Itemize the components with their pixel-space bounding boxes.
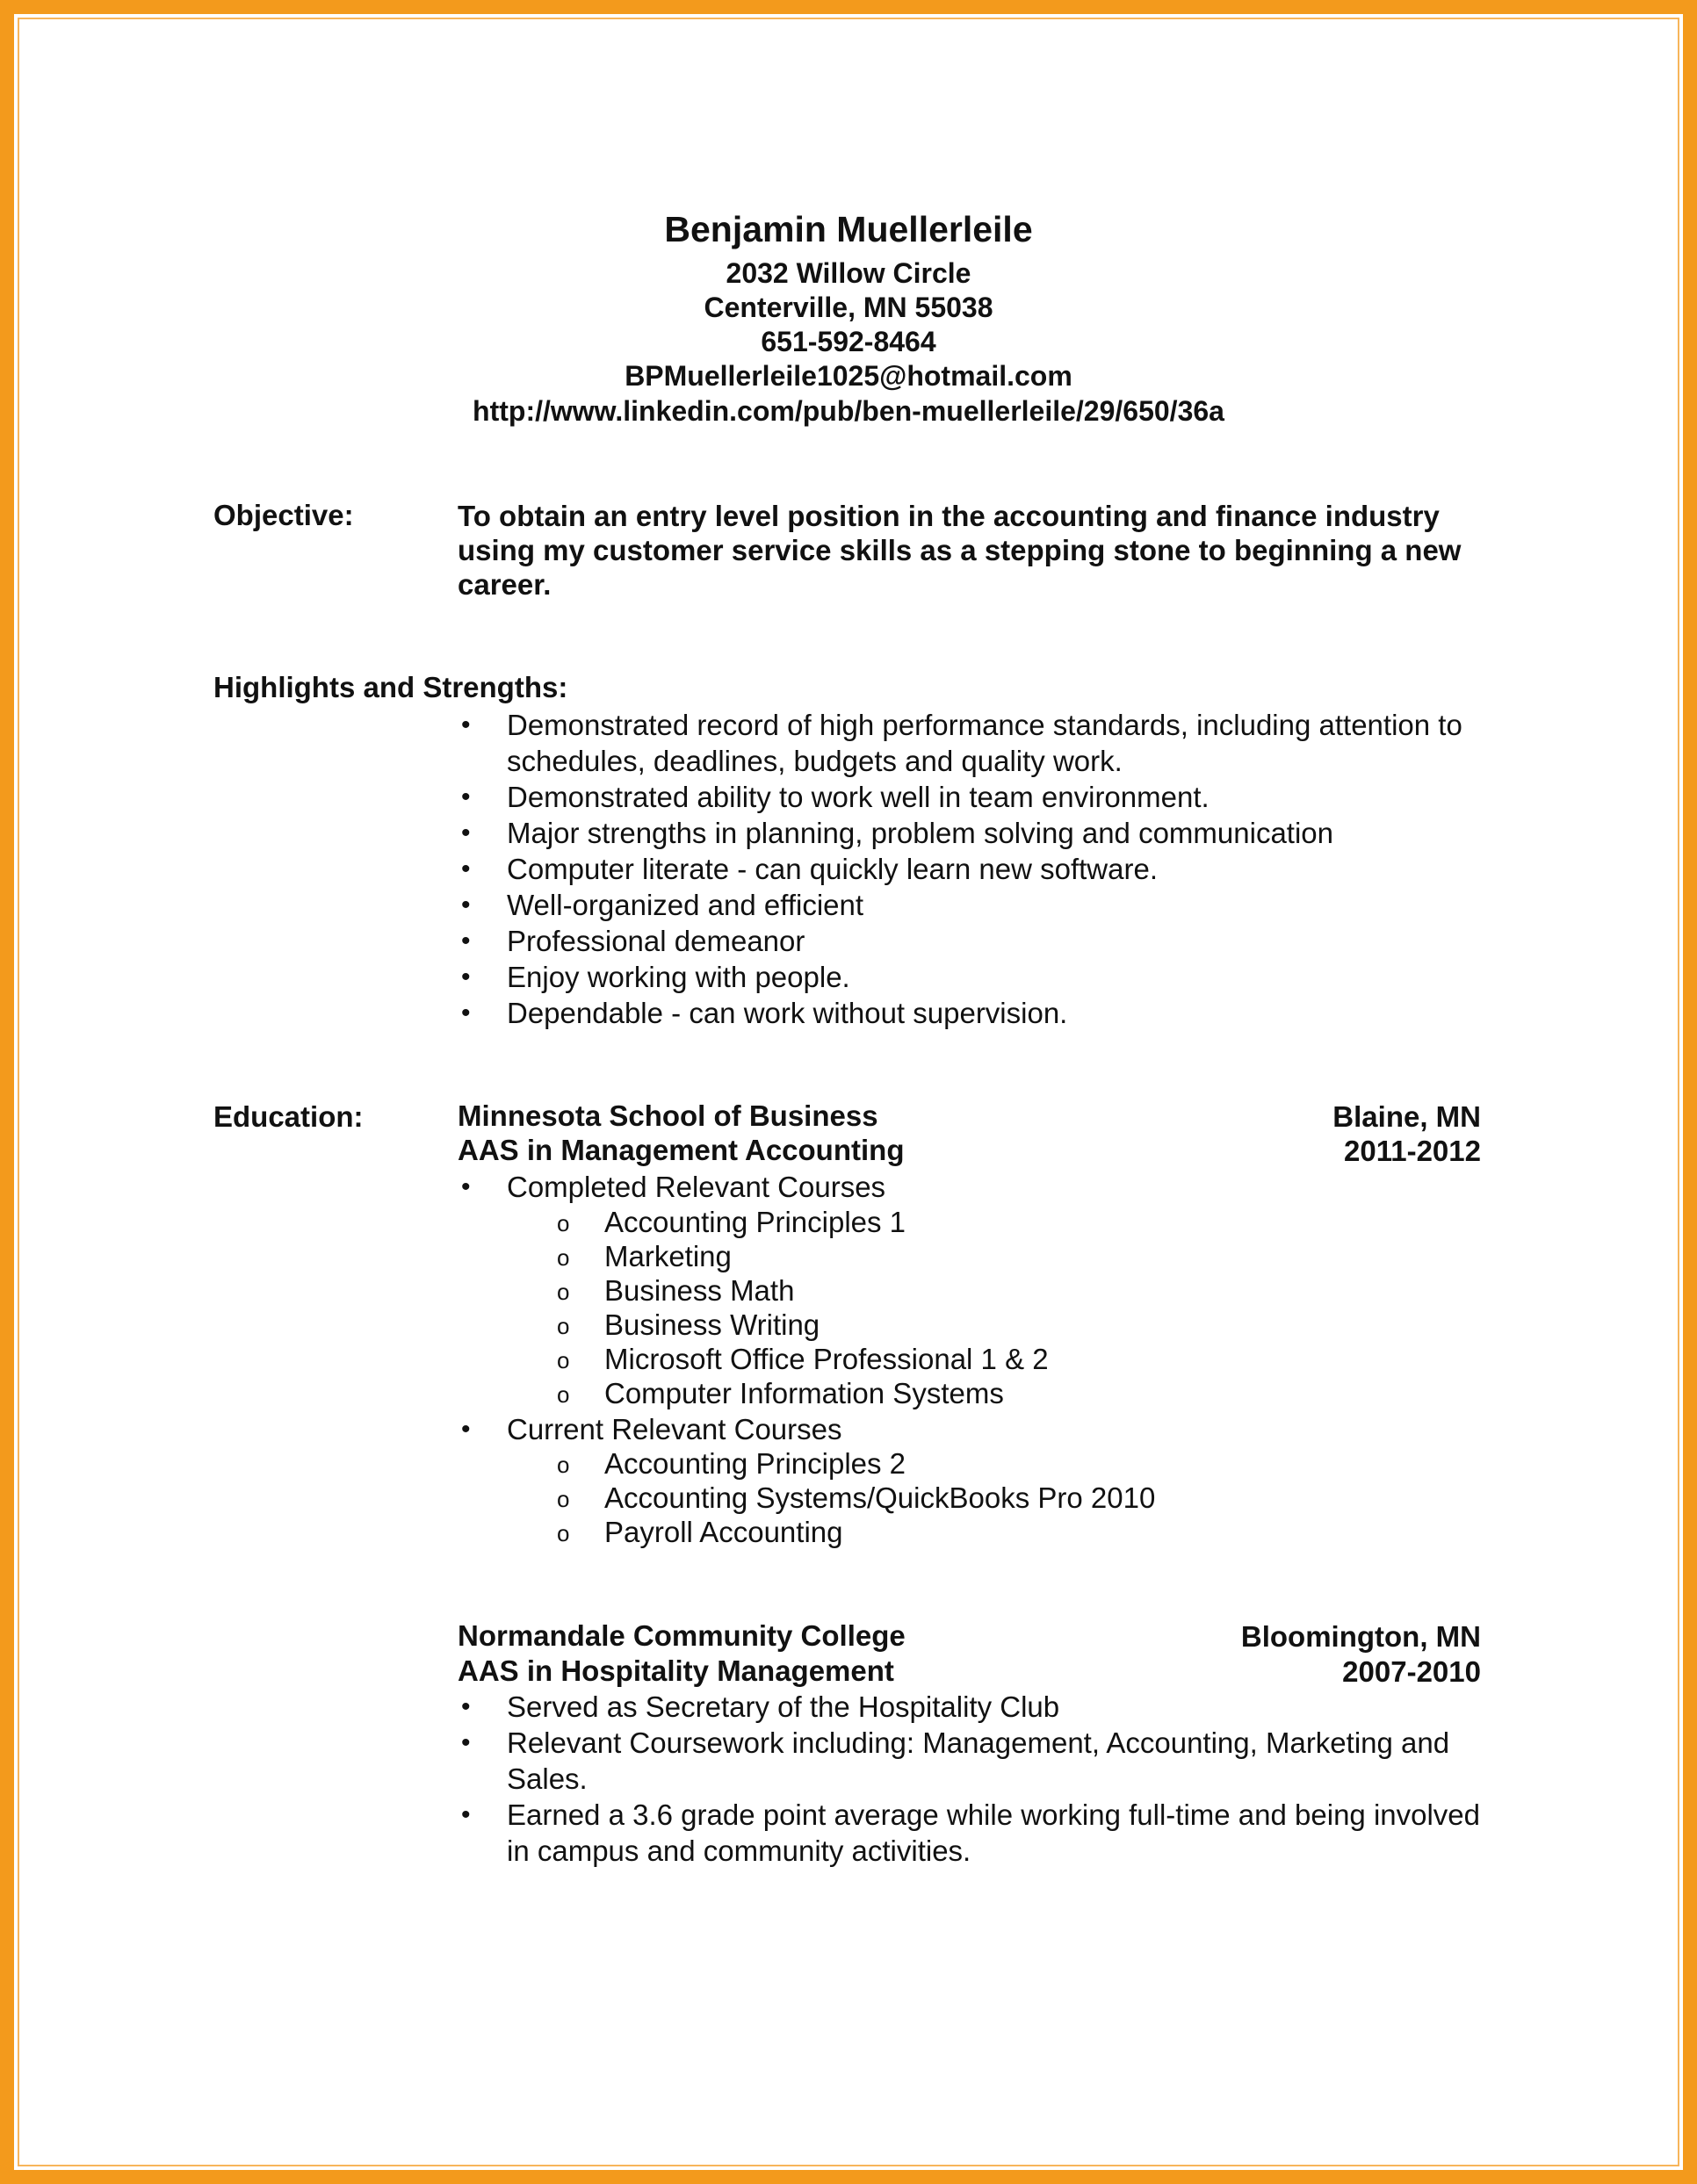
highlights-label: Highlights and Strengths: [213,671,568,703]
school-location: Bloomington, MN [1240,1620,1481,1653]
degree-title: AAS in Hospitality Management [458,1654,894,1687]
list-item: • Demonstrated ability to work well in team environment. [507,779,1491,815]
current-courses-list [604,1446,1155,1549]
degree-years: 2007-2010 [1342,1655,1481,1688]
list-item: o Computer Information Systems [604,1376,1049,1410]
candidate-name: Benjamin Muellerleile [664,209,1033,249]
phone-number: 651-592-8464 [761,326,936,357]
completed-courses-list [604,1205,1049,1410]
objective-text: To obtain an entry level position in the accounting and finance industry using my customer service skills as a stepping stone to beginning a new career. [458,500,1462,601]
list-item: o Accounting Systems/QuickBooks Pro 2010 [604,1481,1155,1515]
list-item: o Marketing [604,1239,1049,1273]
list-item: • Earned a 3.6 grade point average while working full-time and being involved in campus and community activities. [507,1797,1491,1869]
school-name: Minnesota School of Business [458,1099,878,1132]
list-item: o Accounting Principles 1 [604,1205,1049,1239]
list-item: o Microsoft Office Professional 1 & 2 [604,1342,1049,1376]
school-location: Blaine, MN [1332,1100,1481,1133]
current-courses-heading-list [507,1411,842,1447]
address-street: 2032 Willow Circle [726,257,971,289]
list-item: • Major strengths in planning, problem solving and communication [507,815,1491,851]
list-item: • Demonstrated record of high performance standards, including attention to schedules, deadlines, budgets and quality work. [507,707,1491,779]
degree-title: AAS in Management Accounting [458,1134,905,1166]
list-item: o Business Writing [604,1308,1049,1342]
list-item: • Well-organized and efficient [507,887,1491,923]
list-item: • Enjoy working with people. [507,959,1491,995]
linkedin-url: http://www.linkedin.com/pub/ben-muellerleile/29/650/36a [473,395,1224,427]
list-item: • Computer literate - can quickly learn new software. [507,851,1491,887]
list-item: • Relevant Coursework including: Management, Accounting, Marketing and Sales. [507,1725,1491,1797]
completed-courses-heading-list [507,1169,885,1205]
email-address: BPMuellerleile1025@hotmail.com [625,360,1072,392]
list-item: • Current Relevant Courses [507,1411,842,1447]
degree-years: 2011-2012 [1344,1135,1481,1167]
education-label: Education: [213,1100,364,1133]
objective-label: Objective: [213,499,354,531]
list-item: o Business Math [604,1273,1049,1308]
list-item: o Accounting Principles 2 [604,1446,1155,1481]
list-item: o Payroll Accounting [604,1515,1155,1549]
list-item: • Professional demeanor [507,923,1491,959]
list-item: • Dependable - can work without supervision. [507,995,1491,1031]
address-city: Centerville, MN 55038 [704,292,993,323]
highlights-list [507,707,1491,1031]
list-item: • Completed Relevant Courses [507,1169,885,1205]
school-name: Normandale Community College [458,1619,906,1652]
hospitality-bullets-list [507,1689,1491,1869]
list-item: • Served as Secretary of the Hospitality Club [507,1689,1491,1725]
